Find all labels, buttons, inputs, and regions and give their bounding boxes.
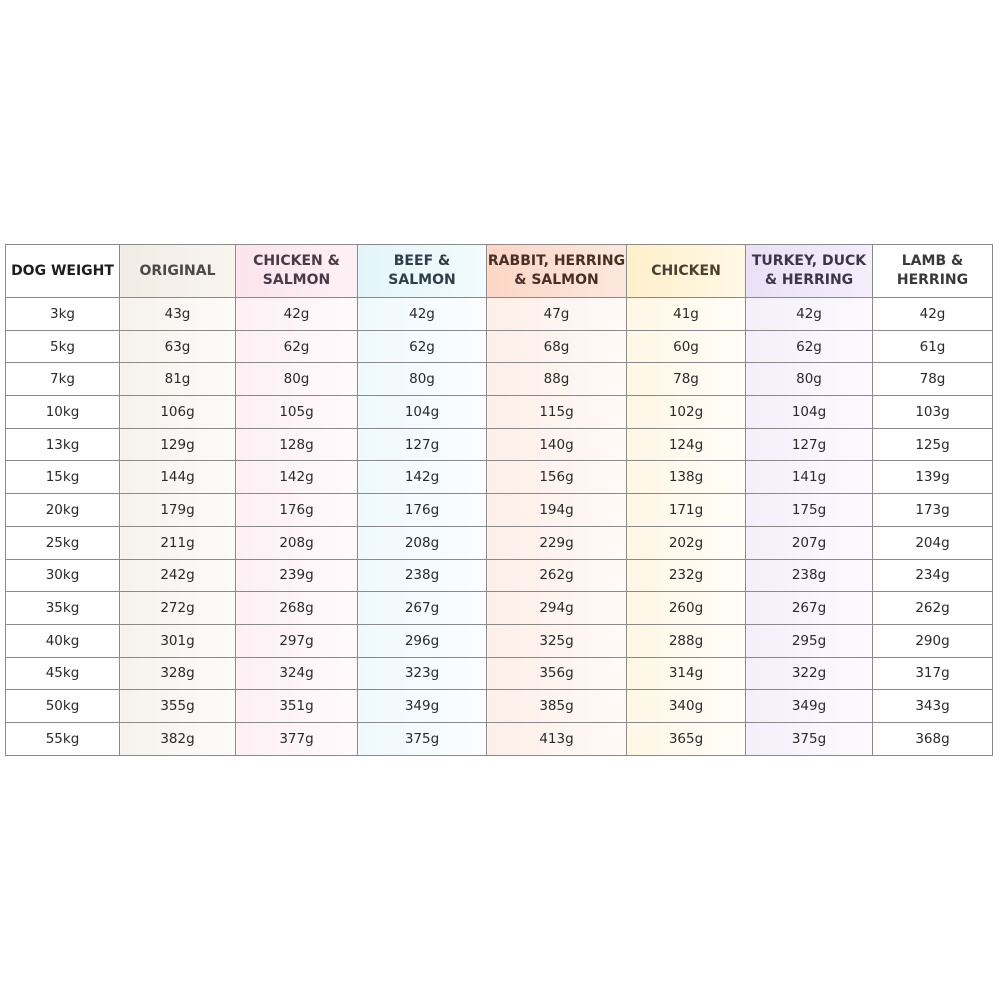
cell-rabbit-herring-salmon: 140g: [487, 428, 627, 461]
cell-chicken: 314g: [627, 657, 746, 690]
cell-dog-weight: 40kg: [6, 624, 120, 657]
table-row: [6, 722, 993, 755]
cell-chicken-salmon: 297g: [236, 624, 358, 657]
cell-dog-weight: 50kg: [6, 690, 120, 723]
cell-dog-weight: 25kg: [6, 526, 120, 559]
cell-original: 129g: [120, 428, 236, 461]
cell-dog-weight: 7kg: [6, 363, 120, 396]
table-row: [6, 624, 993, 657]
header-chicken: CHICKEN: [627, 245, 746, 298]
cell-original: 382g: [120, 722, 236, 755]
table-row: [6, 592, 993, 625]
cell-turkey-duck-herring: 141g: [746, 461, 873, 494]
cell-rabbit-herring-salmon: 156g: [487, 461, 627, 494]
cell-beef-salmon: 176g: [358, 494, 487, 527]
cell-lamb-herring: 368g: [873, 722, 993, 755]
header-chicken-salmon: CHICKEN & SALMON: [236, 245, 358, 298]
header-turkey-duck-herring: TURKEY, DUCK & HERRING: [746, 245, 873, 298]
table-row: [6, 461, 993, 494]
cell-dog-weight: 3kg: [6, 298, 120, 331]
cell-original: 81g: [120, 363, 236, 396]
cell-beef-salmon: 296g: [358, 624, 487, 657]
cell-turkey-duck-herring: 62g: [746, 330, 873, 363]
cell-original: 63g: [120, 330, 236, 363]
cell-rabbit-herring-salmon: 229g: [487, 526, 627, 559]
cell-lamb-herring: 204g: [873, 526, 993, 559]
feeding-guide-table: [5, 244, 993, 756]
cell-chicken: 102g: [627, 396, 746, 429]
cell-lamb-herring: 125g: [873, 428, 993, 461]
cell-beef-salmon: 208g: [358, 526, 487, 559]
cell-beef-salmon: 349g: [358, 690, 487, 723]
table-row: [6, 330, 993, 363]
cell-original: 328g: [120, 657, 236, 690]
cell-dog-weight: 15kg: [6, 461, 120, 494]
cell-dog-weight: 20kg: [6, 494, 120, 527]
cell-chicken: 171g: [627, 494, 746, 527]
cell-beef-salmon: 42g: [358, 298, 487, 331]
cell-turkey-duck-herring: 80g: [746, 363, 873, 396]
cell-beef-salmon: 142g: [358, 461, 487, 494]
cell-chicken-salmon: 239g: [236, 559, 358, 592]
header-dog-weight: DOG WEIGHT: [6, 245, 120, 298]
cell-rabbit-herring-salmon: 194g: [487, 494, 627, 527]
cell-turkey-duck-herring: 375g: [746, 722, 873, 755]
cell-dog-weight: 5kg: [6, 330, 120, 363]
cell-chicken-salmon: 377g: [236, 722, 358, 755]
cell-chicken-salmon: 128g: [236, 428, 358, 461]
table-row: [6, 396, 993, 429]
cell-chicken-salmon: 142g: [236, 461, 358, 494]
cell-turkey-duck-herring: 175g: [746, 494, 873, 527]
cell-lamb-herring: 343g: [873, 690, 993, 723]
cell-dog-weight: 55kg: [6, 722, 120, 755]
cell-chicken: 232g: [627, 559, 746, 592]
cell-beef-salmon: 375g: [358, 722, 487, 755]
table-row: [6, 363, 993, 396]
cell-chicken: 340g: [627, 690, 746, 723]
header-lamb-herring: LAMB & HERRING: [873, 245, 993, 298]
table-row: [6, 494, 993, 527]
header-beef-salmon: BEEF & SALMON: [358, 245, 487, 298]
cell-rabbit-herring-salmon: 47g: [487, 298, 627, 331]
cell-dog-weight: 10kg: [6, 396, 120, 429]
header-rabbit-herring-salmon: RABBIT, HERRING & SALMON: [487, 245, 627, 298]
feeding-guide-table-container: [5, 244, 992, 756]
cell-rabbit-herring-salmon: 385g: [487, 690, 627, 723]
cell-original: 179g: [120, 494, 236, 527]
table-row: [6, 298, 993, 331]
cell-dog-weight: 30kg: [6, 559, 120, 592]
cell-chicken: 78g: [627, 363, 746, 396]
cell-lamb-herring: 317g: [873, 657, 993, 690]
table-body: [6, 298, 993, 756]
cell-chicken: 202g: [627, 526, 746, 559]
cell-original: 43g: [120, 298, 236, 331]
cell-chicken-salmon: 80g: [236, 363, 358, 396]
cell-chicken: 124g: [627, 428, 746, 461]
cell-dog-weight: 13kg: [6, 428, 120, 461]
cell-turkey-duck-herring: 322g: [746, 657, 873, 690]
cell-rabbit-herring-salmon: 294g: [487, 592, 627, 625]
cell-turkey-duck-herring: 42g: [746, 298, 873, 331]
cell-turkey-duck-herring: 104g: [746, 396, 873, 429]
cell-beef-salmon: 127g: [358, 428, 487, 461]
cell-lamb-herring: 173g: [873, 494, 993, 527]
cell-turkey-duck-herring: 295g: [746, 624, 873, 657]
cell-original: 355g: [120, 690, 236, 723]
cell-chicken-salmon: 208g: [236, 526, 358, 559]
cell-chicken-salmon: 42g: [236, 298, 358, 331]
cell-rabbit-herring-salmon: 356g: [487, 657, 627, 690]
cell-original: 106g: [120, 396, 236, 429]
cell-lamb-herring: 139g: [873, 461, 993, 494]
cell-beef-salmon: 238g: [358, 559, 487, 592]
cell-beef-salmon: 80g: [358, 363, 487, 396]
cell-chicken-salmon: 268g: [236, 592, 358, 625]
cell-lamb-herring: 78g: [873, 363, 993, 396]
table-header-row: [6, 245, 993, 298]
cell-chicken: 41g: [627, 298, 746, 331]
table-row: [6, 690, 993, 723]
cell-dog-weight: 45kg: [6, 657, 120, 690]
header-original: ORIGINAL: [120, 245, 236, 298]
cell-turkey-duck-herring: 267g: [746, 592, 873, 625]
cell-lamb-herring: 262g: [873, 592, 993, 625]
cell-chicken: 260g: [627, 592, 746, 625]
cell-chicken-salmon: 105g: [236, 396, 358, 429]
cell-turkey-duck-herring: 207g: [746, 526, 873, 559]
cell-original: 144g: [120, 461, 236, 494]
cell-original: 301g: [120, 624, 236, 657]
table-row: [6, 526, 993, 559]
cell-rabbit-herring-salmon: 68g: [487, 330, 627, 363]
cell-chicken-salmon: 324g: [236, 657, 358, 690]
cell-beef-salmon: 323g: [358, 657, 487, 690]
cell-chicken-salmon: 351g: [236, 690, 358, 723]
table-row: [6, 428, 993, 461]
cell-chicken: 365g: [627, 722, 746, 755]
cell-rabbit-herring-salmon: 88g: [487, 363, 627, 396]
cell-rabbit-herring-salmon: 325g: [487, 624, 627, 657]
table-row: [6, 559, 993, 592]
cell-chicken: 138g: [627, 461, 746, 494]
cell-lamb-herring: 103g: [873, 396, 993, 429]
table-row: [6, 657, 993, 690]
cell-dog-weight: 35kg: [6, 592, 120, 625]
cell-turkey-duck-herring: 127g: [746, 428, 873, 461]
cell-original: 272g: [120, 592, 236, 625]
cell-chicken: 60g: [627, 330, 746, 363]
cell-turkey-duck-herring: 349g: [746, 690, 873, 723]
cell-lamb-herring: 42g: [873, 298, 993, 331]
cell-beef-salmon: 267g: [358, 592, 487, 625]
cell-chicken-salmon: 176g: [236, 494, 358, 527]
cell-lamb-herring: 234g: [873, 559, 993, 592]
cell-rabbit-herring-salmon: 413g: [487, 722, 627, 755]
cell-turkey-duck-herring: 238g: [746, 559, 873, 592]
cell-rabbit-herring-salmon: 115g: [487, 396, 627, 429]
cell-beef-salmon: 104g: [358, 396, 487, 429]
cell-original: 211g: [120, 526, 236, 559]
cell-original: 242g: [120, 559, 236, 592]
cell-chicken: 288g: [627, 624, 746, 657]
cell-lamb-herring: 61g: [873, 330, 993, 363]
cell-beef-salmon: 62g: [358, 330, 487, 363]
cell-chicken-salmon: 62g: [236, 330, 358, 363]
cell-lamb-herring: 290g: [873, 624, 993, 657]
cell-rabbit-herring-salmon: 262g: [487, 559, 627, 592]
